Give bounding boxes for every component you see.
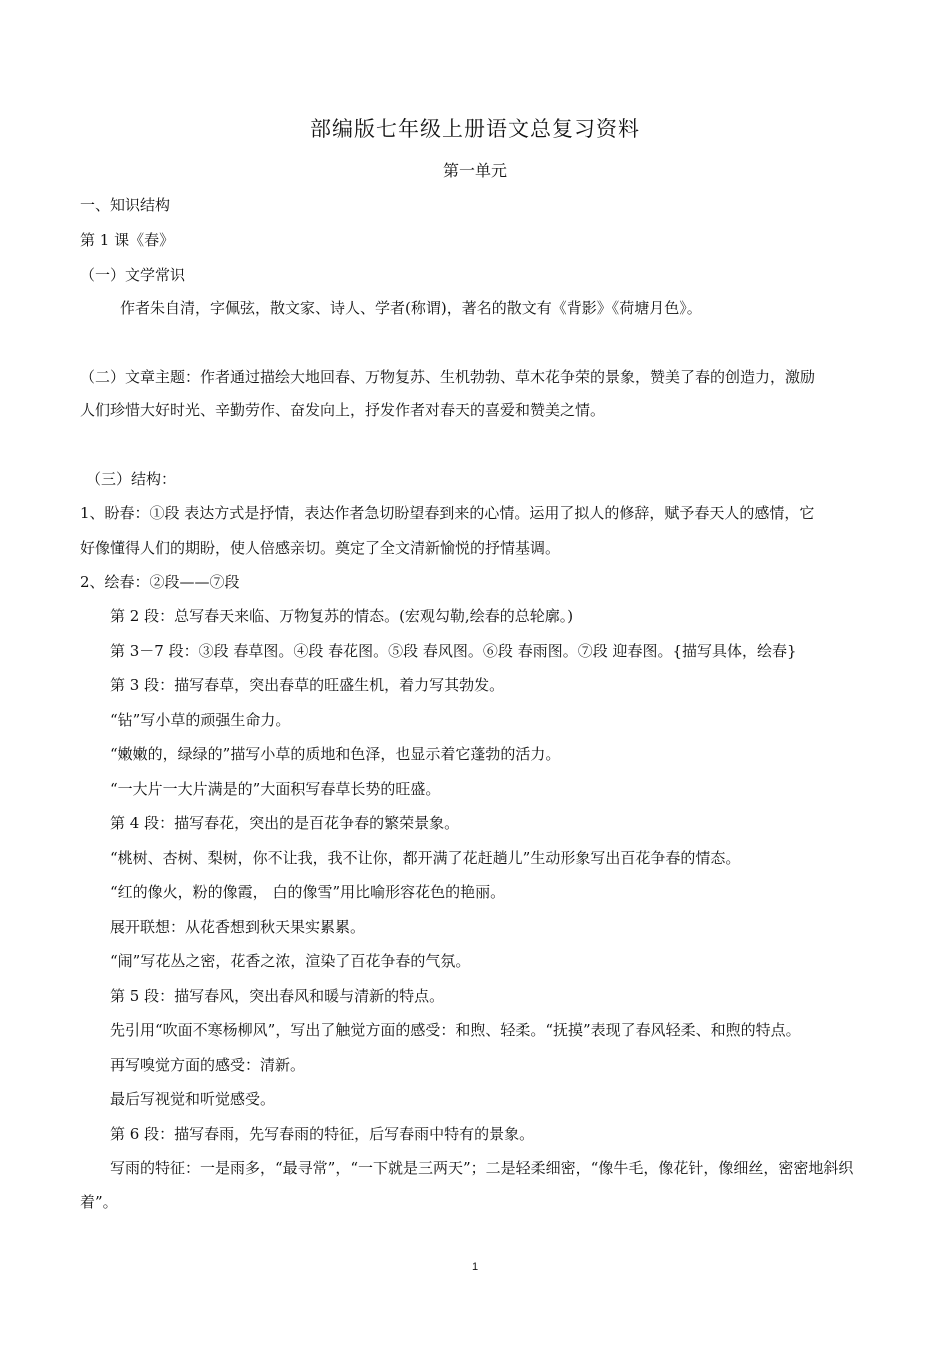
subsection-heading: （三）结构： [86,470,177,488]
paragraph-line: 先引用“吹面不寒杨柳风”，写出了触觉方面的感受：和煦、轻柔。“抚摸”表现了春风轻柔、和煦的特点。 [110,1021,801,1039]
section-heading: 一、知识结构 [80,196,171,214]
paragraph-line: “红的像火，粉的像霞， 白的像雪”用比喻形容花色的艳丽。 [110,883,506,901]
paragraph-line: （二）文章主题：作者通过描绘大地回春、万物复苏、生机勃勃、草木花争荣的景象，赞美了春的创造力，激励 [80,368,816,386]
paragraph-line: “钻”写小草的顽强生命力。 [110,711,291,729]
paragraph-line: 第 4 段：描写春花，突出的是百花争春的繁荣景象。 [110,814,460,832]
paragraph-line: “一大片一大片满是的”大面积写春草长势的旺盛。 [110,780,441,798]
paragraph-line: 好像懂得人们的期盼，使人倍感亲切。奠定了全文清新愉悦的抒情基调。 [80,539,561,557]
unit-heading: 第一单元 [442,161,507,180]
paragraph-line: “嫩嫩的，绿绿的”描写小草的质地和色泽，也显示着它蓬勃的活力。 [110,745,561,763]
paragraph-line: “桃树、杏树、梨树，你不让我，我不让你，都开满了花赶趟儿”生动形象写出百花争春的情态。 [110,849,741,867]
subsection-heading: （一）文学常识 [80,266,186,284]
paragraph-line: 人们珍惜大好时光、辛勤劳作、奋发向上，抒发作者对春天的喜爱和赞美之情。 [80,401,606,419]
paragraph-line: 第 6 段：描写春雨，先写春雨的特征，后写春雨中特有的景象。 [110,1125,535,1143]
paragraph-line: 着”。 [80,1193,118,1211]
page-number: 1 [471,1261,479,1273]
paragraph-line: 第 3－7 段：③段 春草图。④段 春花图。⑤段 春风图。⑥段 春雨图。⑦段 迎春图。{描写具体，绘春} [110,642,797,660]
paragraph-line: 最后写视觉和听觉感受。 [110,1090,276,1108]
paragraph-line: 再写嗅觉方面的感受：清新。 [110,1056,306,1074]
paragraph-line: 第 3 段：描写春草，突出春草的旺盛生机，着力写其勃发。 [110,676,505,694]
document-title: 部编版七年级上册语文总复习资料 [310,117,640,141]
paragraph-line: 展开联想：从花香想到秋天果实累累。 [110,918,366,936]
paragraph-line: 写雨的特征：一是雨多，“最寻常”，“一下就是三两天”；二是轻柔细密，“像牛毛，像花针，像细丝，密密地斜织 [110,1159,854,1177]
paragraph-line: 第 2 段：总写春天来临、万物复苏的情态。(宏观勾勒,绘春的总轮廓。) [110,607,574,625]
paragraph-line: 2、绘春：②段——⑦段 [80,573,240,591]
lesson-heading: 第 1 课《春》 [80,231,175,249]
paragraph-line: 作者朱自清，字佩弦，散文家、诗人、学者(称谓)，著名的散文有《背影》《荷塘月色》。 [120,299,702,317]
paragraph-line: 1、盼春：①段 表达方式是抒情，表达作者急切盼望春到来的心情。运用了拟人的修辞，赋予春天人的感情，它 [80,504,815,522]
paragraph-line: 第 5 段：描写春风，突出春风和暖与清新的特点。 [110,987,445,1005]
paragraph-line: “闹”写花丛之密，花香之浓，渲染了百花争春的气氛。 [110,952,471,970]
